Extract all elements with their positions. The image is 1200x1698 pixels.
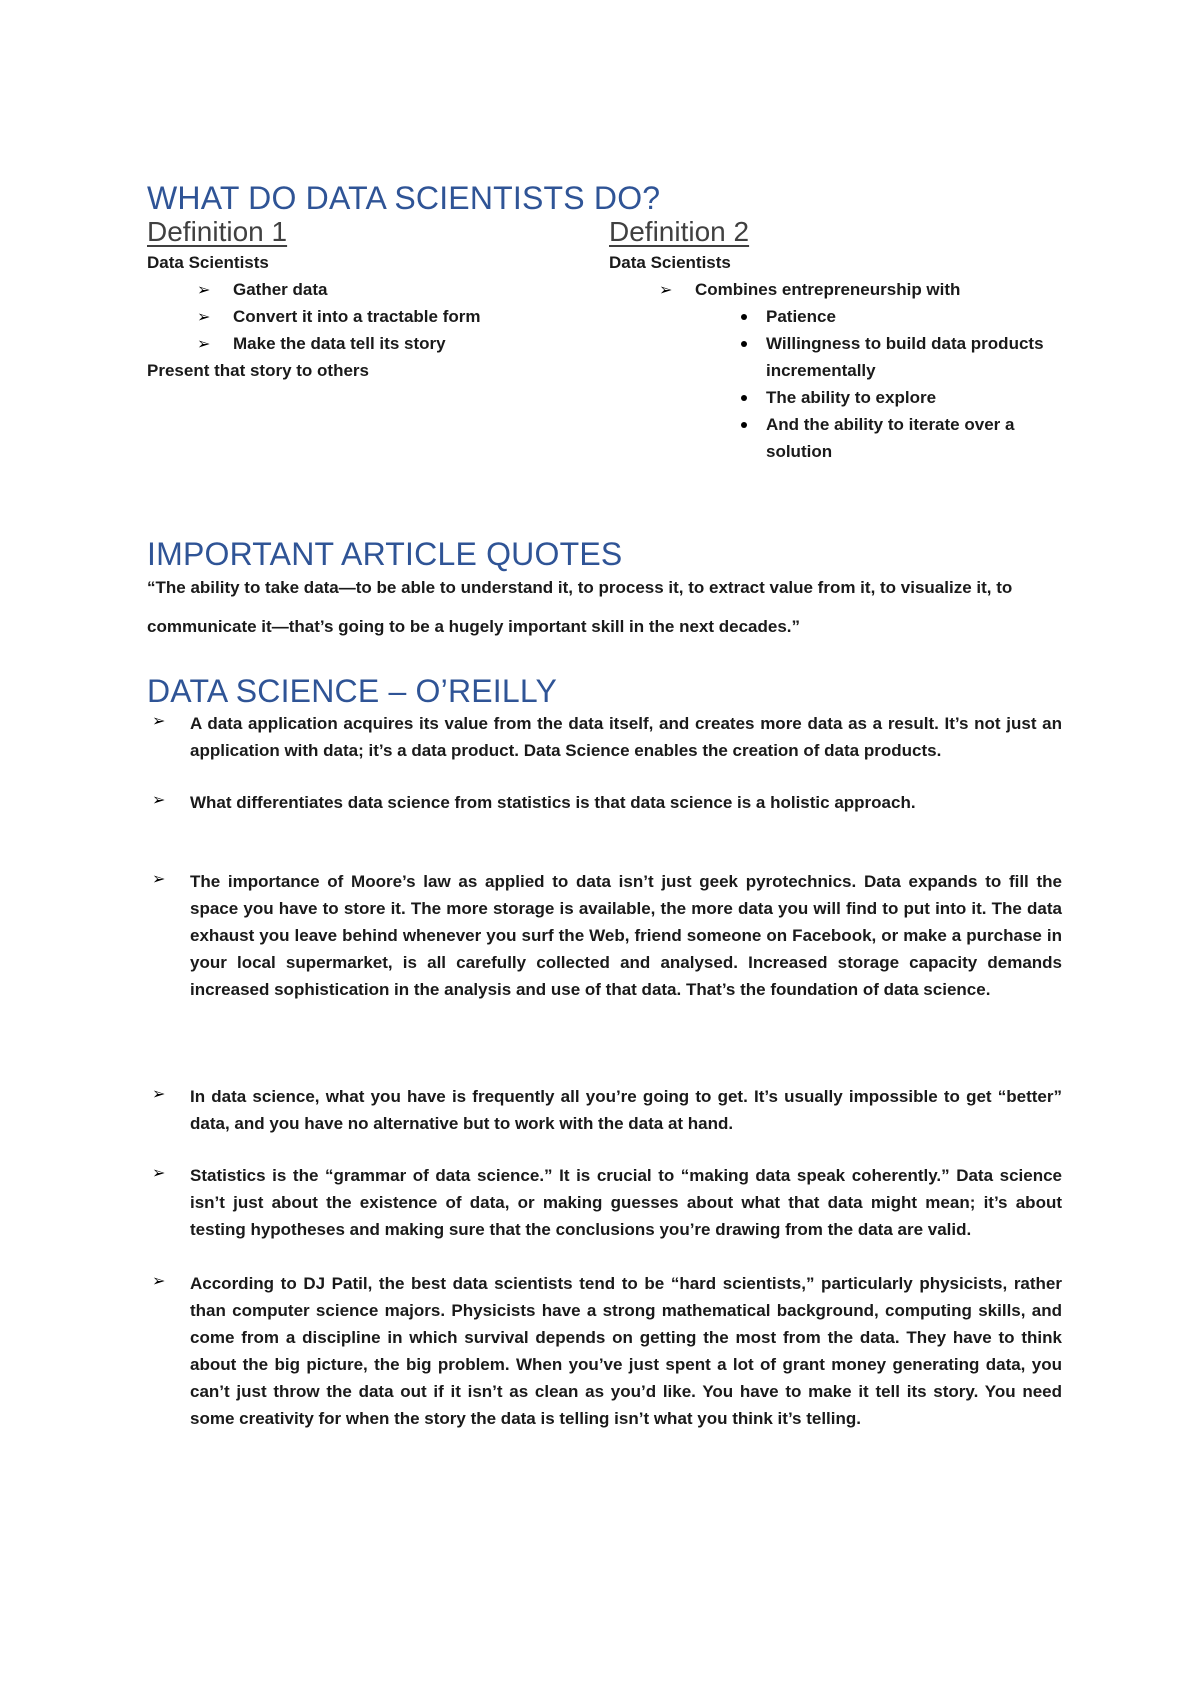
list-item-text: And the ability to iterate over a solution <box>766 415 1015 461</box>
definition-1-label: Data Scientists <box>147 253 269 272</box>
list-item <box>152 710 1062 764</box>
dot-bullet-icon <box>741 422 747 428</box>
arrow-bullet-icon: ➢ <box>152 792 166 809</box>
list-item-text: The importance of Moore’s law as applied to data isn’t just geek pyrotechnics. Data expands to fill the space you have to store it. The more storage is available, the more data you will find to put into it. The data exhaust you leave behind whenever you surf the Web, friend someone on Facebook, or make a purchase in your local supermarket, is all carefully collected and analysed. Increased storage capacity demands increased sophistication in the analysis and use of that data. That’s the foundation of data science. <box>190 872 1062 999</box>
arrow-bullet-icon: ➢ <box>152 1273 166 1290</box>
definition-2-column <box>609 249 1079 465</box>
oreilly-heading: DATA SCIENCE – O’REILLY <box>147 673 558 709</box>
definition-1-heading: Definition 1 <box>147 216 288 247</box>
dot-bullet-icon <box>741 314 747 320</box>
definition-2-list <box>609 276 1079 303</box>
definition-2-heading: Definition 2 <box>609 216 750 247</box>
list-item <box>766 384 1066 411</box>
list-item-text: A data application acquires its value from the data itself, and creates more data as a result. It’s not just an application with data; it’s a data product. Data Science enables the creation of data products. <box>190 714 1062 760</box>
definition-1-footer: Present that story to others <box>147 361 369 380</box>
list-item-text: Patience <box>766 307 836 326</box>
quotes-heading: IMPORTANT ARTICLE QUOTES <box>147 536 623 572</box>
list-item-text: The ability to explore <box>766 388 937 407</box>
list-item-text: Make the data tell its story <box>233 334 446 353</box>
list-item <box>766 330 1066 384</box>
list-item-text: Convert it into a tractable form <box>233 307 481 326</box>
definition-2-label: Data Scientists <box>609 253 731 272</box>
definition-1-column <box>147 249 617 384</box>
list-item <box>152 1270 1062 1432</box>
list-item <box>766 411 1066 465</box>
arrow-bullet-icon: ➢ <box>152 1165 166 1182</box>
list-item-text: Willingness to build data products incrementally <box>766 334 1044 380</box>
list-item <box>152 1083 1062 1137</box>
arrow-bullet-icon: ➢ <box>197 282 211 299</box>
list-item <box>152 868 1062 1003</box>
list-item-text: According to DJ Patil, the best data scientists tend to be “hard scientists,” particularly physicists, rather than computer science majors. Physicists have a strong mathematical background, computing skills, and come from a discipline in which survival depends on getting the most from the data. They have to think about the big picture, the big problem. When you’ve just spent a lot of grant money generating data, you can’t just throw the data out if it isn’t as clean as you’d like. You have to make it tell its story. You need some creativity for when the story the data is telling isn’t what you think it’s telling. <box>190 1274 1062 1428</box>
arrow-bullet-icon: ➢ <box>152 871 166 888</box>
list-item-text: What differentiates data science from statistics is that data science is a holistic approach. <box>190 793 916 812</box>
dot-bullet-icon <box>741 395 747 401</box>
definition-2-sublist <box>766 303 1066 465</box>
list-item <box>766 303 1066 330</box>
list-item-text: Gather data <box>233 280 328 299</box>
page-title: WHAT DO DATA SCIENTISTS DO? <box>147 180 661 216</box>
arrow-bullet-icon: ➢ <box>152 1086 166 1103</box>
list-item <box>609 276 1079 303</box>
definition-1-list <box>147 276 617 357</box>
list-item-text: In data science, what you have is frequently all you’re going to get. It’s usually impossible to get “better” data, and you have no alternative but to work with the data at hand. <box>190 1087 1062 1133</box>
list-item-text: Combines entrepreneurship with <box>695 280 961 299</box>
arrow-bullet-icon: ➢ <box>197 309 211 326</box>
list-item <box>147 276 617 303</box>
arrow-bullet-icon: ➢ <box>659 282 673 299</box>
dot-bullet-icon <box>741 341 747 347</box>
list-item-text: Statistics is the “grammar of data science.” It is crucial to “making data speak coherently.” Data science isn’t just about the existence of data, or making guesses about what that data might mean; it’s about testing hypotheses and making sure that the conclusions you’re drawing from the data are valid. <box>190 1166 1062 1239</box>
arrow-bullet-icon: ➢ <box>152 713 166 730</box>
list-item <box>152 789 1062 816</box>
article-quote: “The ability to take data—to be able to understand it, to process it, to extract value from it, to visualize it, to communicate it—that’s going to be a hugely important skill in the next decades.” <box>147 578 1013 636</box>
list-item <box>152 1162 1062 1243</box>
list-item <box>147 330 617 357</box>
list-item <box>147 303 617 330</box>
arrow-bullet-icon: ➢ <box>197 336 211 353</box>
